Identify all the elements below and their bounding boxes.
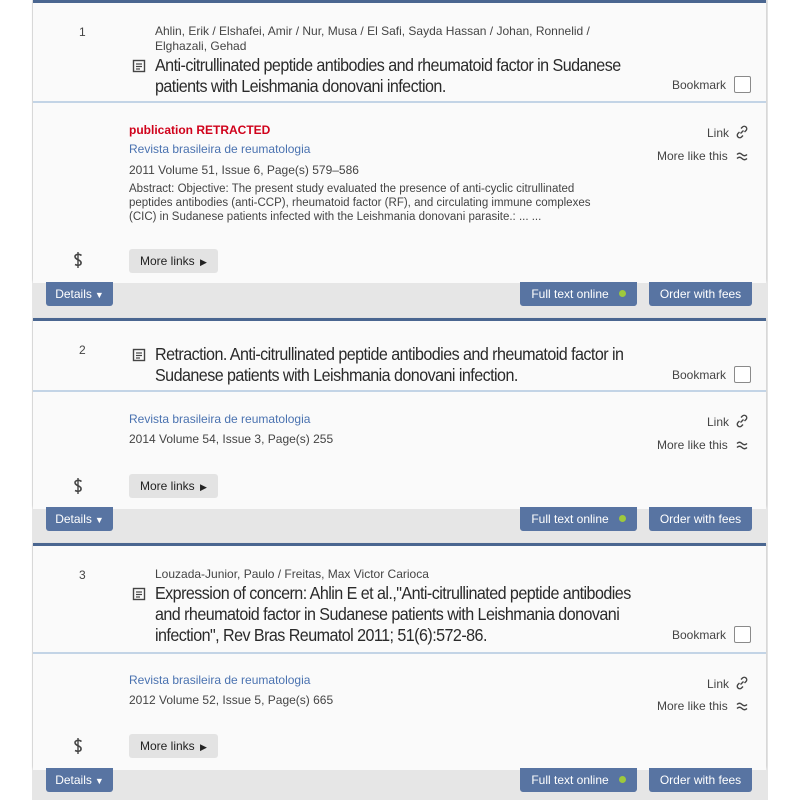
more-links-label: More links [140, 254, 195, 268]
journal-link[interactable]: Revista brasileira de reumatologia [129, 412, 311, 426]
record-body [33, 654, 766, 770]
order-label: Order with fees [659, 287, 742, 301]
link-action[interactable]: Link [707, 677, 730, 691]
record-header [33, 546, 766, 654]
record-authors[interactable]: Ahlin, Erik / Elshafei, Amir / Nur, Musa / El Safi, Sayda Hassan / Johan, Ronnelid / Elghazali, Gehad [155, 24, 590, 53]
record-number: 3 [79, 568, 86, 582]
availability-dot-icon [619, 776, 626, 783]
more-like-this-action[interactable]: More like this [657, 438, 728, 452]
order-label: Order with fees [659, 512, 742, 526]
record-title[interactable]: Expression of concern: Ahlin E et al.,"Anti-citrullinated peptide antibodies and rheumatoid factor in Sudanese patients with Leishmania donovani infection", Rev Bras Reumatol 2011; 51(6):572-86. [155, 583, 631, 645]
result-record-3 [33, 543, 766, 767]
record-header [33, 3, 766, 103]
order-with-fees-button[interactable] [649, 282, 752, 306]
record-title[interactable]: Retraction. Anti-citrullinated peptide antibodies and rheumatoid factor in Sudanese patients with Leishmania donovani infection. [155, 344, 624, 385]
record-number: 1 [79, 25, 86, 39]
publication-info: 2012 Volume 52, Issue 5, Page(s) 665 [129, 693, 334, 707]
more-links-button[interactable] [129, 734, 218, 758]
caret-down-icon: ▼ [94, 776, 104, 786]
more-like-this-action[interactable]: More like this [657, 699, 728, 713]
retracted-notice: publication RETRACTED [129, 123, 271, 137]
journal-link[interactable]: Revista brasileira de reumatologia [129, 673, 311, 687]
more-like-this-action[interactable]: More like this [657, 149, 728, 163]
record-authors[interactable]: Louzada-Junior, Paulo / Freitas, Max Victor Carioca [155, 567, 429, 581]
approx-equal-icon[interactable] [735, 149, 749, 163]
fee-icon [71, 737, 85, 755]
triangle-right-icon: ▶ [200, 257, 207, 267]
approx-equal-icon[interactable] [735, 699, 749, 713]
bookmark-checkbox[interactable] [734, 626, 751, 643]
publication-info: 2014 Volume 54, Issue 3, Page(s) 255 [129, 432, 334, 446]
bookmark-checkbox[interactable] [734, 366, 751, 383]
record-body [33, 103, 766, 283]
details-label: Details [55, 773, 92, 787]
details-button[interactable] [46, 507, 113, 531]
availability-dot-icon [619, 290, 626, 297]
chain-link-icon[interactable] [735, 125, 749, 139]
journal-link[interactable]: Revista brasileira de reumatologia [129, 142, 311, 156]
availability-dot-icon [619, 515, 626, 522]
page-right-margin [768, 0, 800, 800]
order-with-fees-button[interactable] [649, 768, 752, 792]
bookmark-checkbox[interactable] [734, 76, 751, 93]
article-icon [132, 59, 146, 73]
triangle-right-icon: ▶ [200, 482, 207, 492]
link-action[interactable]: Link [707, 126, 730, 140]
bookmark-label: Bookmark [672, 78, 727, 92]
caret-down-icon: ▼ [94, 290, 104, 300]
article-icon [132, 587, 146, 601]
full-text-online-button[interactable] [520, 282, 637, 306]
chain-link-icon[interactable] [735, 676, 749, 690]
details-label: Details [55, 287, 92, 301]
more-links-label: More links [140, 479, 195, 493]
chain-link-icon[interactable] [735, 414, 749, 428]
full-text-online-button[interactable] [520, 768, 637, 792]
publication-info: 2011 Volume 51, Issue 6, Page(s) 579–586 [129, 163, 359, 177]
record-body [33, 392, 766, 509]
result-record-2 [33, 318, 766, 506]
more-links-button[interactable] [129, 249, 218, 273]
details-button[interactable] [46, 768, 113, 792]
record-header [33, 321, 766, 392]
article-icon [132, 348, 146, 362]
page-left-margin [0, 0, 32, 800]
bookmark-label: Bookmark [672, 628, 727, 642]
order-label: Order with fees [659, 773, 742, 787]
more-links-button[interactable] [129, 474, 218, 498]
approx-equal-icon[interactable] [735, 438, 749, 452]
triangle-right-icon: ▶ [200, 742, 207, 752]
fee-icon [71, 251, 85, 269]
details-label: Details [55, 512, 92, 526]
details-button[interactable] [46, 282, 113, 306]
full-text-online-button[interactable] [520, 507, 637, 531]
link-action[interactable]: Link [707, 415, 730, 429]
record-title[interactable]: Anti-citrullinated peptide antibodies and rheumatoid factor in Sudanese patients with Leishmania donovani infection. [155, 55, 621, 96]
full-text-label: Full text online [531, 287, 609, 301]
full-text-label: Full text online [531, 773, 609, 787]
bookmark-label: Bookmark [672, 368, 727, 382]
result-record-1 [33, 0, 766, 280]
fee-icon [71, 477, 85, 495]
order-with-fees-button[interactable] [649, 507, 752, 531]
caret-down-icon: ▼ [94, 515, 104, 525]
full-text-label: Full text online [531, 512, 609, 526]
record-number: 2 [79, 343, 86, 357]
more-links-label: More links [140, 739, 195, 753]
abstract-text: Abstract: Objective: The present study evaluated the presence of anti-cyclic citrullinated peptides antibodies (anti-CCP), rheumatoid factor (RF), and circulating immune complexes (CIC) in Sudanese patients infected with the Leishmania donovani parasite.: ... ... [129, 183, 591, 223]
